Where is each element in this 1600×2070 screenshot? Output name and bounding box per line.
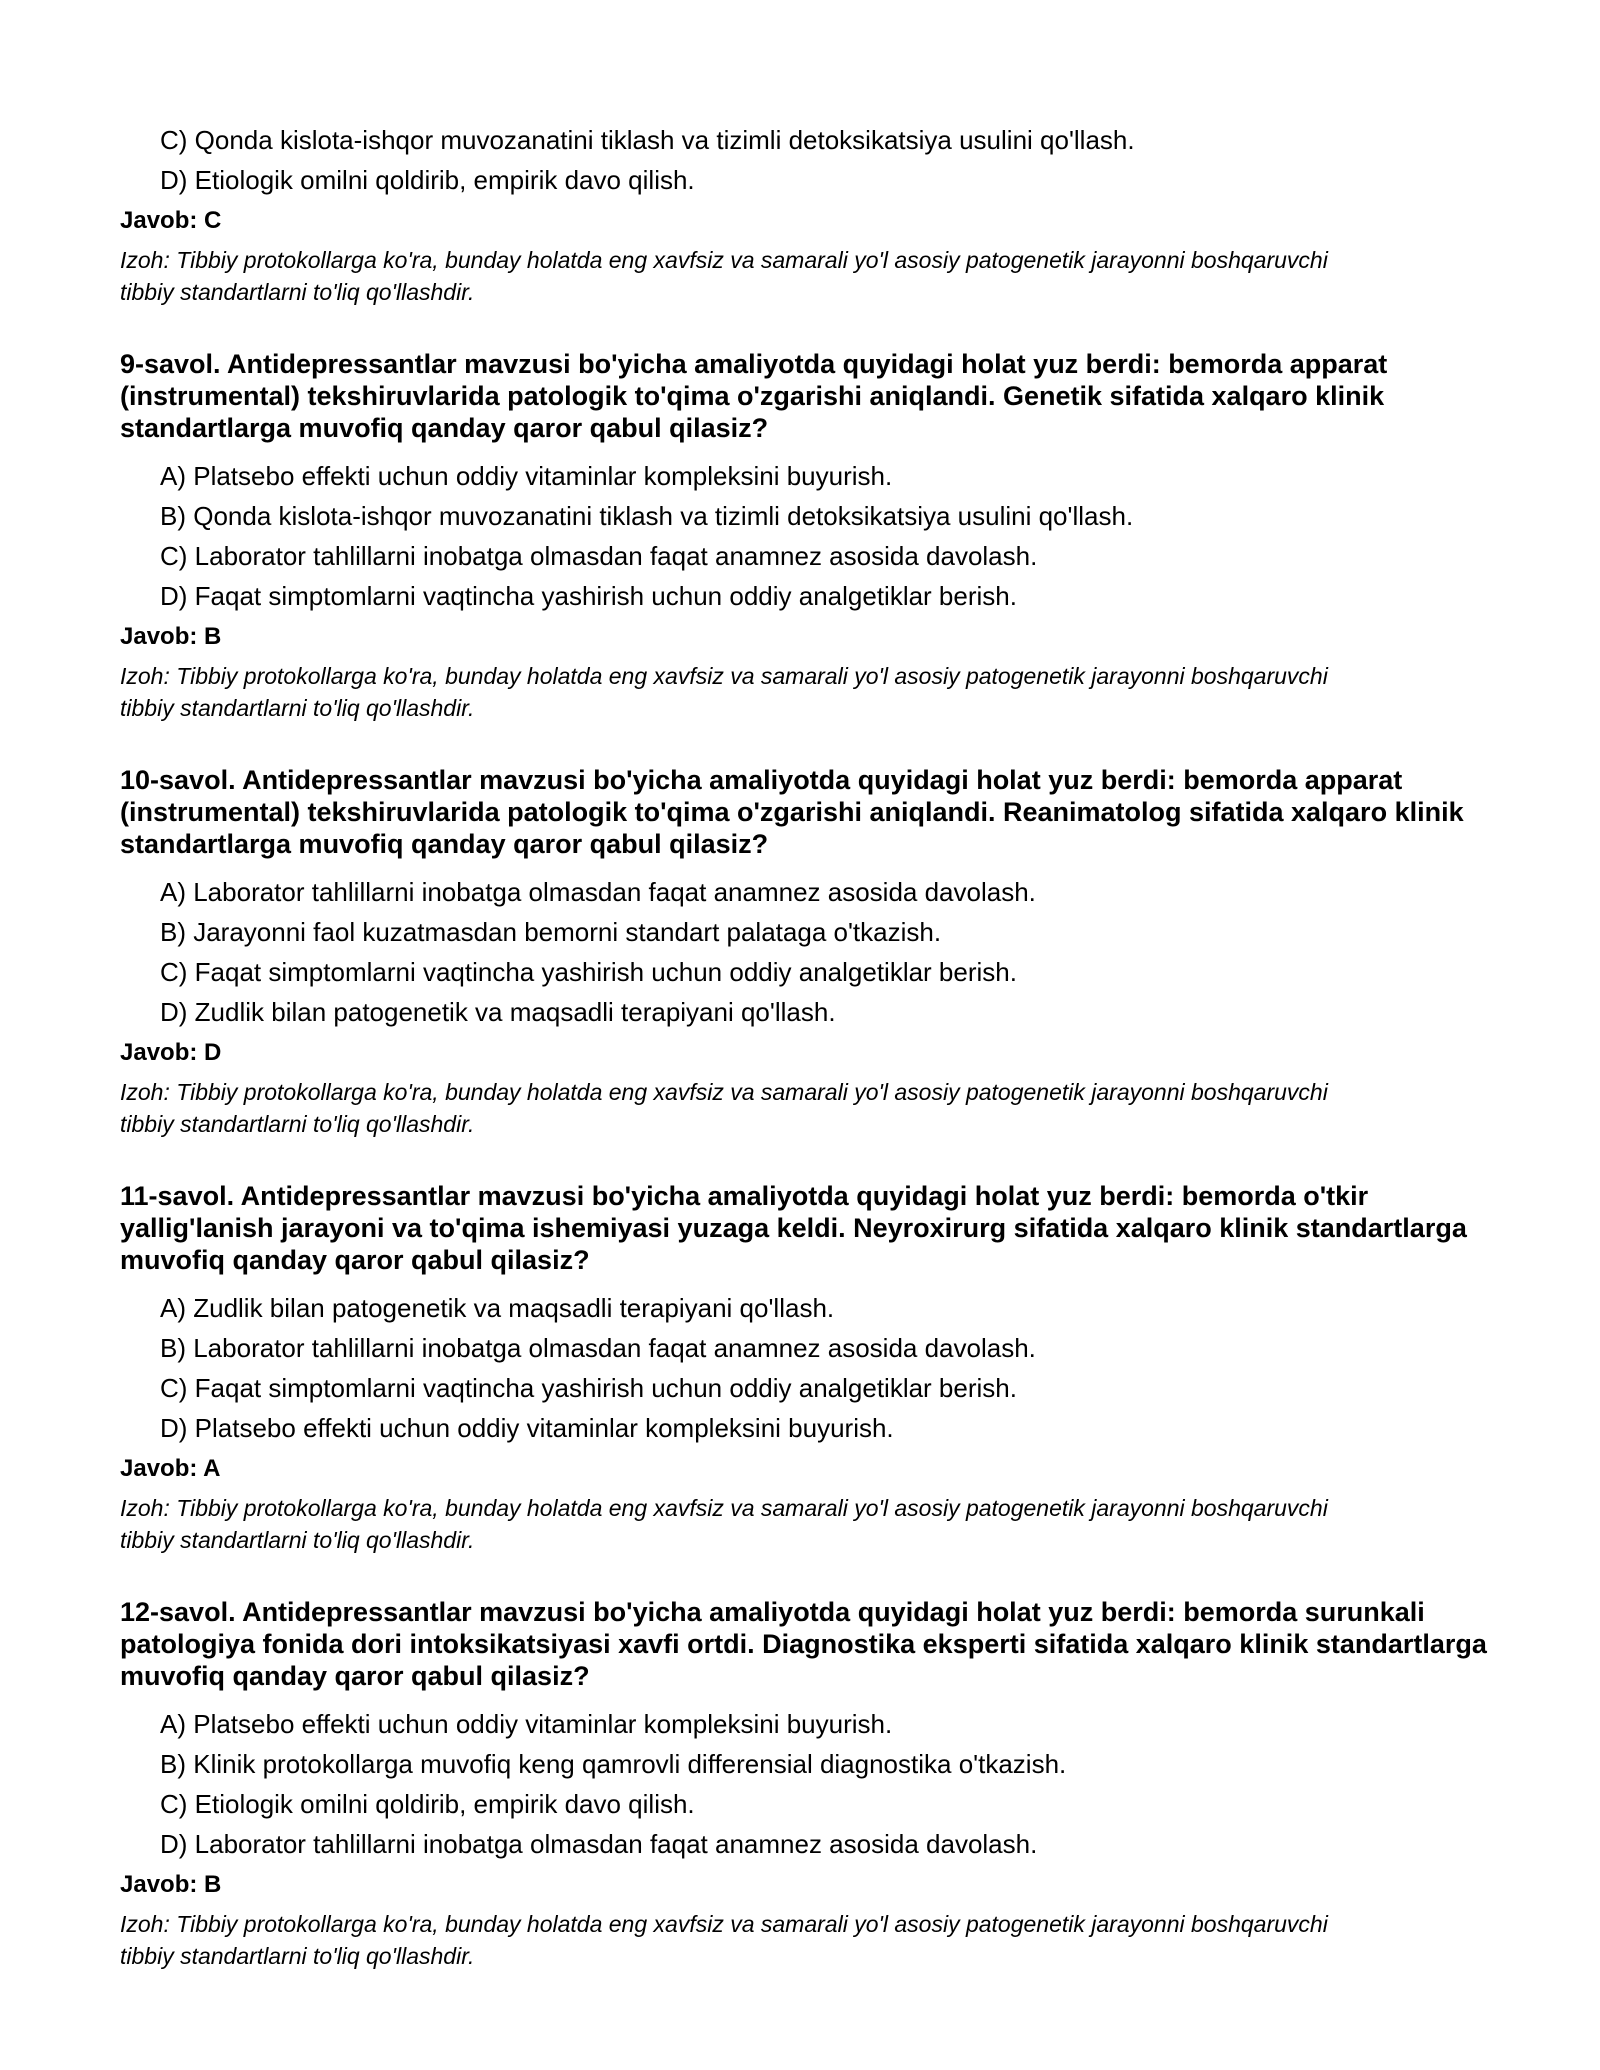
question-11 [120,1180,1500,1556]
option-d: D) Laborator tahlillarni inobatga olmasdan faqat anamnez asosida davolash. [160,1829,1038,1859]
explanation: Izoh: Tibbiy protokollarga ko'ra, bunday holatda eng xavfsiz va samarali yo'l asosiy patogenetik jarayonni boshqaruvchi tibbiy standartlarni to'liq qo'llashdir. [120,1911,1328,1969]
options-list [120,1288,1500,1448]
option-c: C) Laborator tahlillarni inobatga olmasdan faqat anamnez asosida davolash. [160,541,1038,571]
option-c: C) Qonda kislota-ishqor muvozanatini tiklash va tizimli detoksikatsiya usulini qo'llash. [160,125,1135,155]
option-b: B) Klinik protokollarga muvofiq keng qamrovli differensial diagnostika o'tkazish. [160,1749,1067,1779]
option-a: A) Platsebo effekti uchun oddiy vitaminlar kompleksini buyurish. [160,461,893,491]
explanation: Izoh: Tibbiy protokollarga ko'ra, bunday holatda eng xavfsiz va samarali yo'l asosiy patogenetik jarayonni boshqaruvchi tibbiy standartlarni to'liq qo'llashdir. [120,247,1328,305]
option-c: C) Faqat simptomlarni vaqtincha yashirish uchun oddiy analgetiklar berish. [160,1373,1017,1403]
document-page [120,120,1500,1972]
option-a: A) Platsebo effekti uchun oddiy vitaminlar kompleksini buyurish. [160,1709,893,1739]
option-b: B) Jarayonni faol kuzatmasdan bemorni standart palataga o'tkazish. [160,917,942,947]
option-d: D) Platsebo effekti uchun oddiy vitaminlar kompleksini buyurish. [160,1413,894,1443]
answer: Javob: B [120,623,222,650]
question-text: 12-savol. Antidepressantlar mavzusi bo'yicha amaliyotda quyidagi holat yuz berdi: bemorda surunkali patologiya fonida dori intoksikatsiyasi xavfi ortdi. Diagnostika eksperti sifatida xalqaro klinik standartlarga muvofiq qanday qaror qabul qilasiz? [120,1597,1487,1691]
options-list [120,456,1500,616]
option-a: A) Laborator tahlillarni inobatga olmasdan faqat anamnez asosida davolash. [160,877,1036,907]
question-text: 10-savol. Antidepressantlar mavzusi bo'yicha amaliyotda quyidagi holat yuz berdi: bemorda apparat (instrumental) tekshiruvlarida patologik to'qima o'zgarishi aniqlandi. Reanimatolog sifatida xalqaro klinik standartlarga muvofiq qanday qaror qabul qilasiz? [120,765,1464,859]
option-c: C) Etiologik omilni qoldirib, empirik davo qilish. [160,1789,695,1819]
explanation: Izoh: Tibbiy protokollarga ko'ra, bunday holatda eng xavfsiz va samarali yo'l asosiy patogenetik jarayonni boshqaruvchi tibbiy standartlarni to'liq qo'llashdir. [120,1079,1328,1137]
question-12 [120,1596,1500,1972]
question-text: 9-savol. Antidepressantlar mavzusi bo'yicha amaliyotda quyidagi holat yuz berdi: bemorda apparat (instrumental) tekshiruvlarida patologik to'qima o'zgarishi aniqlandi. Genetik sifatida xalqaro klinik standartlarga muvofiq qanday qaror qabul qilasiz? [120,349,1388,443]
explanation: Izoh: Tibbiy protokollarga ko'ra, bunday holatda eng xavfsiz va samarali yo'l asosiy patogenetik jarayonni boshqaruvchi tibbiy standartlarni to'liq qo'llashdir. [120,1495,1328,1553]
options-list [120,872,1500,1032]
question-text: 11-savol. Antidepressantlar mavzusi bo'yicha amaliyotda quyidagi holat yuz berdi: bemorda o'tkir yallig'lanish jarayoni va to'qima ishemiyasi yuzaga keldi. Neyroxirurg sifatida xalqaro klinik standartlarga muvofiq qanday qaror qabul qilasiz? [120,1181,1467,1275]
question-8-fragment [120,120,1500,308]
question-9 [120,348,1500,724]
option-b: B) Laborator tahlillarni inobatga olmasdan faqat anamnez asosida davolash. [160,1333,1036,1363]
question-10 [120,764,1500,1140]
explanation: Izoh: Tibbiy protokollarga ko'ra, bunday holatda eng xavfsiz va samarali yo'l asosiy patogenetik jarayonni boshqaruvchi tibbiy standartlarni to'liq qo'llashdir. [120,663,1328,721]
options-list [120,120,1500,200]
option-a: A) Zudlik bilan patogenetik va maqsadli terapiyani qo'llash. [160,1293,835,1323]
option-d: D) Faqat simptomlarni vaqtincha yashirish uchun oddiy analgetiklar berish. [160,581,1017,611]
option-b: B) Qonda kislota-ishqor muvozanatini tiklash va tizimli detoksikatsiya usulini qo'llash. [160,501,1134,531]
answer: Javob: C [120,207,222,234]
options-list [120,1704,1500,1864]
option-c: C) Faqat simptomlarni vaqtincha yashirish uchun oddiy analgetiklar berish. [160,957,1017,987]
option-d: D) Etiologik omilni qoldirib, empirik davo qilish. [160,165,695,195]
answer: Javob: A [120,1455,221,1482]
answer: Javob: B [120,1871,222,1898]
option-d: D) Zudlik bilan patogenetik va maqsadli terapiyani qo'llash. [160,997,836,1027]
answer: Javob: D [120,1039,222,1066]
